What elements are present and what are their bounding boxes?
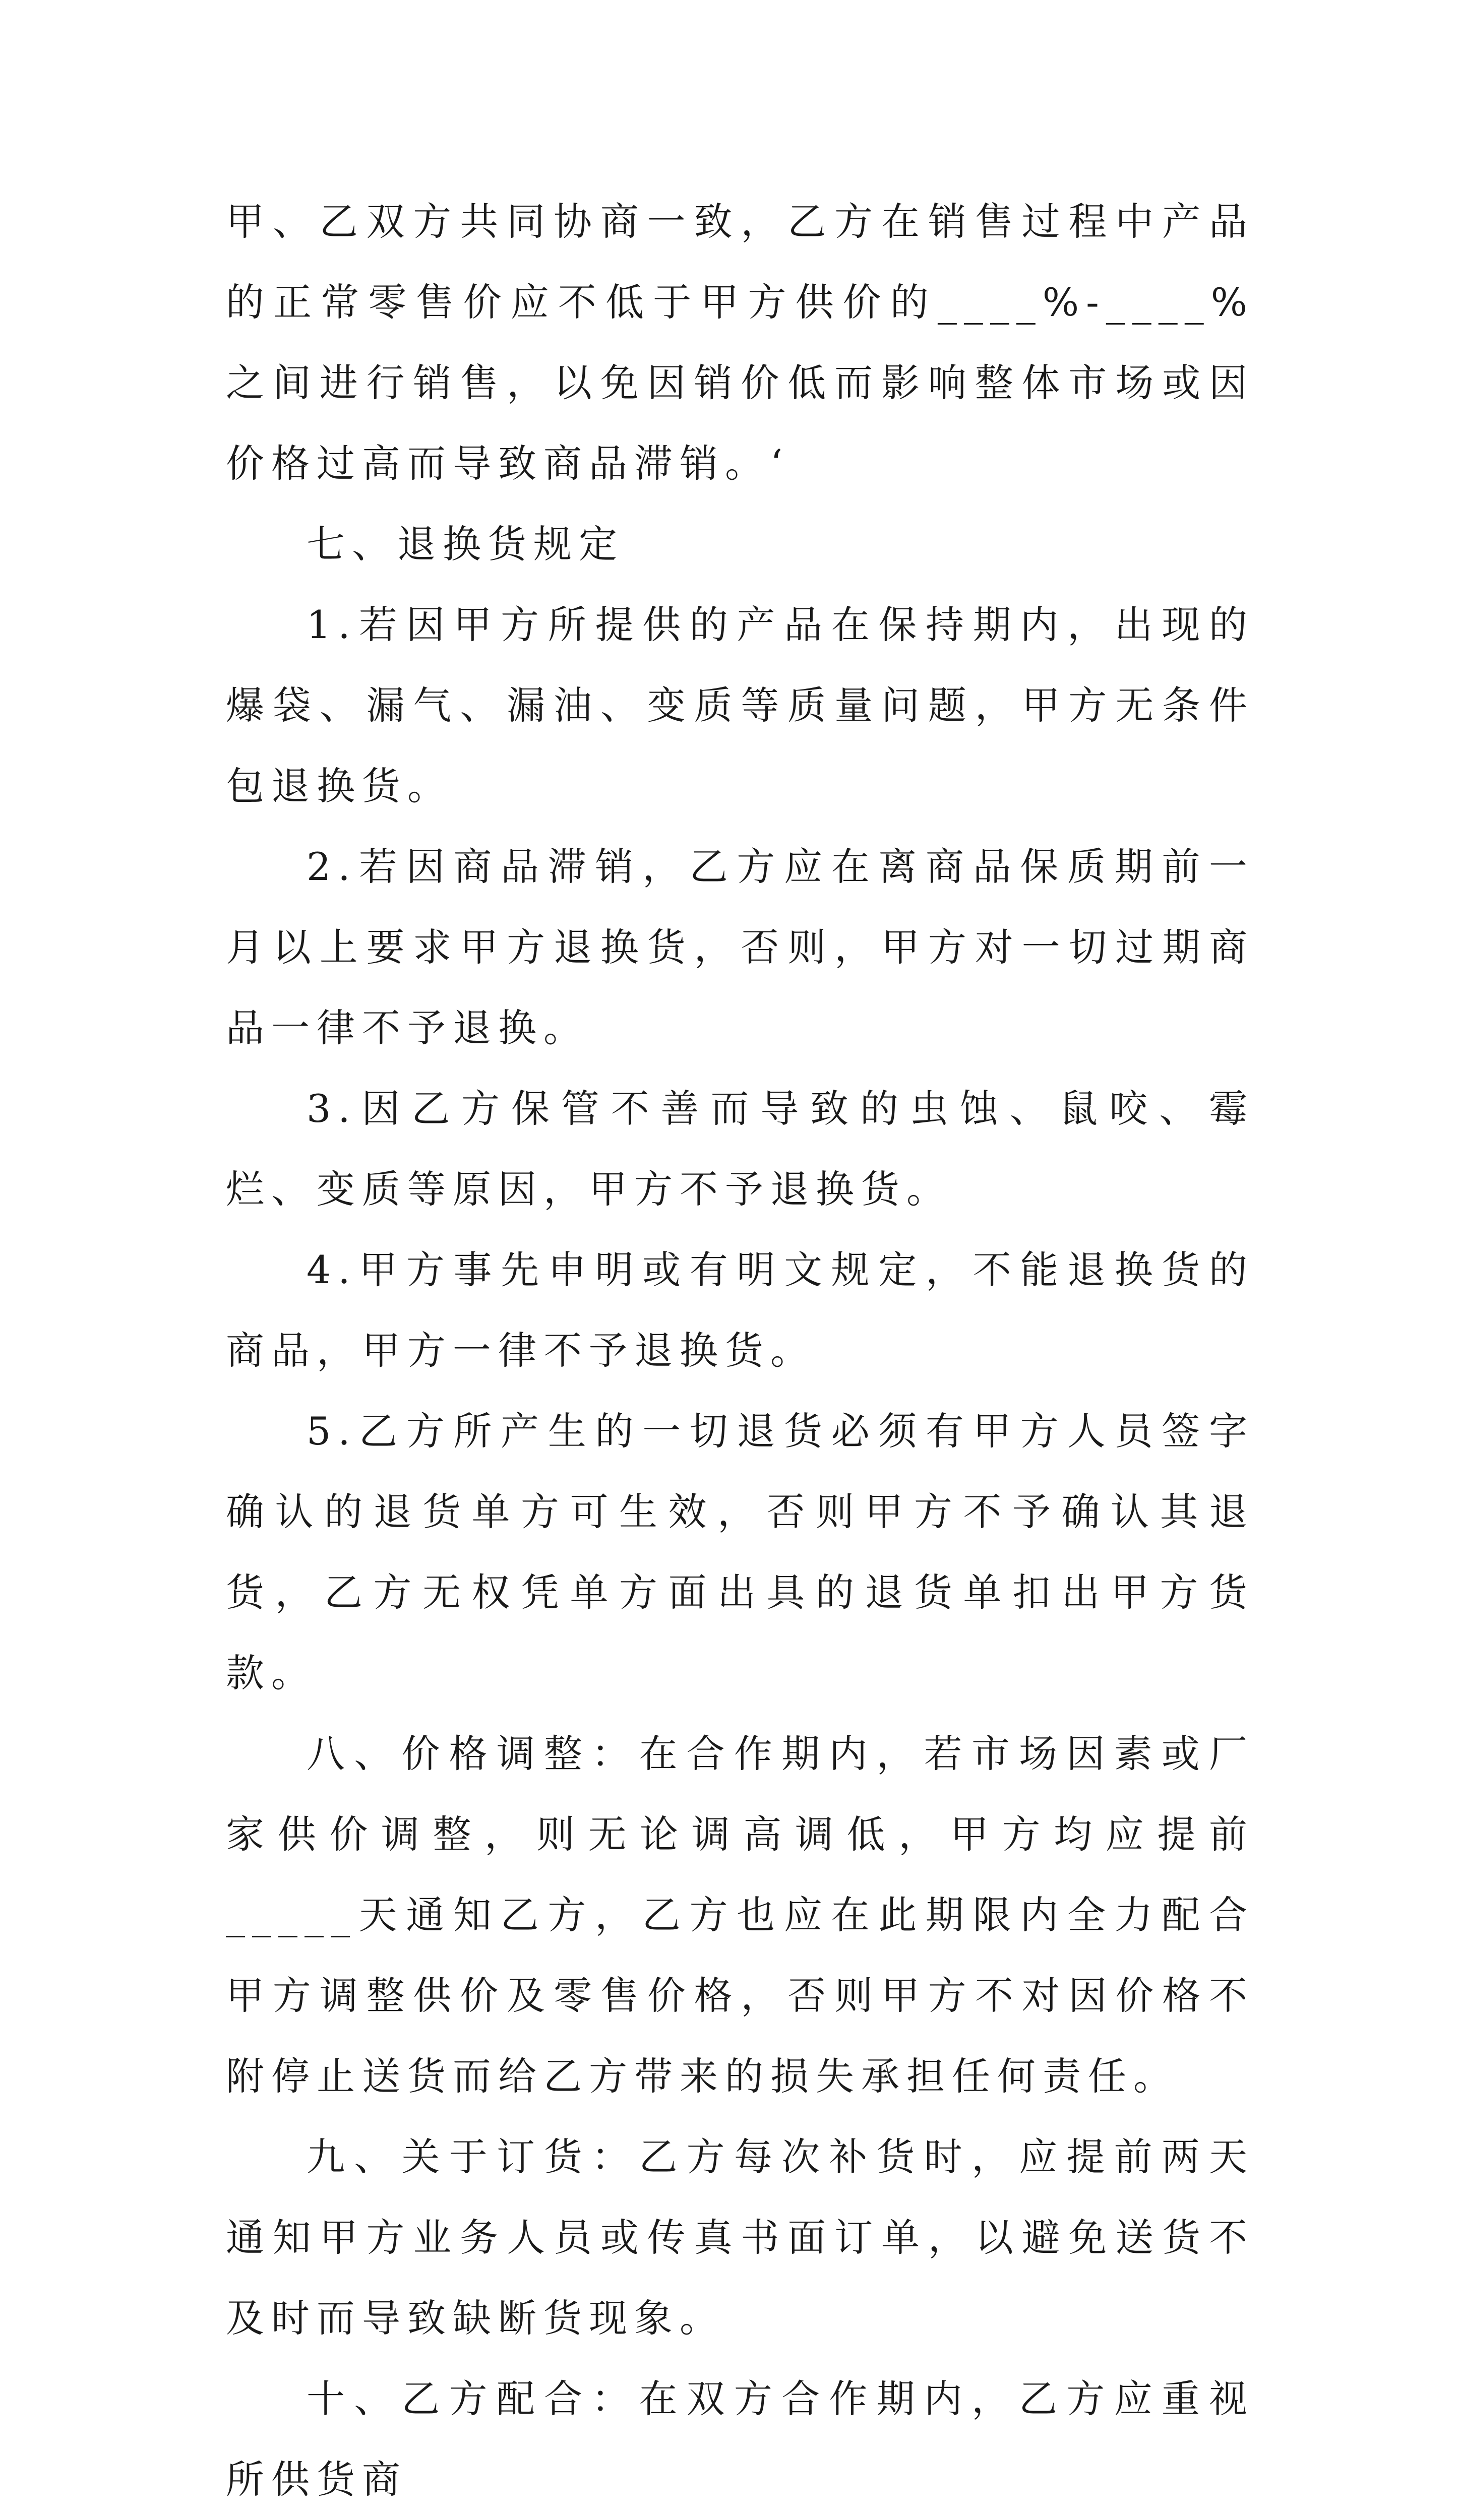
- paragraph-return-rule-5: 5.乙方所产生的一切退货必须有甲方人员签字确认的退货单方可生效，否则甲方不予确认其退货，乙方无权凭单方面出具的退货单扣出甲方货款。: [226, 1409, 1254, 1695]
- paragraph-return-rule-1: 1.若因甲方所提供的产品在保持期内，出现的爆袋、漏气、漏油、变质等质量问题，甲方无条件包退换货。: [226, 602, 1254, 808]
- paragraph-return-rule-4: 4.甲方事先申明或有明文规定，不能退换货的商品，甲方一律不予退换货。: [226, 1247, 1254, 1373]
- paragraph-price-adjustment: 八、价格调整：在合作期内，若市场因素或厂家供价调整，则无论调高调低，甲方均应提前_____天通知乙方，乙方也应在此期限内全力配合甲方调整供价及零售价格，否则甲方不对因价格不附停止送货而给乙方带来的损失承担任何责任。: [226, 1731, 1254, 2099]
- heading-returns-rules: 七、退换货规定: [307, 522, 624, 566]
- paragraph-return-rule-3: 3.因乙方保管不善而导致的虫蚀、鼠咬、霉烂、变质等原因，甲方不予退换货。: [226, 1086, 1254, 1212]
- paragraph-party-b-cooperation: 十、乙方配合：在双方合作期内，乙方应重视所供货商: [226, 2376, 1254, 2502]
- document-body: [226, 181, 1254, 2520]
- paragraph-pricing-clause: 甲、乙双方共同协商一致，乙方在销售过程中产品的正常零售价应不低于甲方供价的____%-____%之间进行销售，以免因销价低而影响整体市场或因价格过高而导致商品滞销。‘: [226, 199, 1254, 486]
- paragraph-return-rule-2: 2.若因商品滞销，乙方应在离商品保质期前一月以上要求甲方退换货，否则，甲方对一切过期商品一律不予退换。: [226, 844, 1254, 1050]
- paragraph-ordering: 九、关于订货：乙方每次补货时，应提前两天通知甲方业务人员或传真书面订单，以避免送货不及时而导致缺断货现象。: [226, 2134, 1254, 2341]
